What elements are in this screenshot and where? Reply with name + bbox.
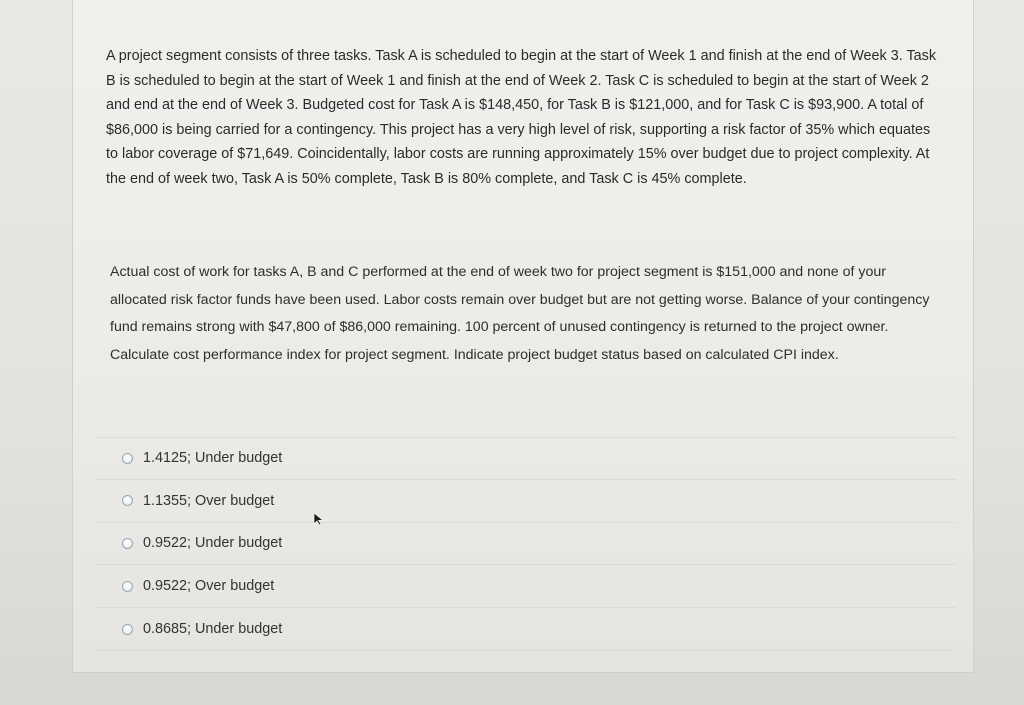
answer-option-2[interactable] [96, 480, 956, 523]
answer-list [96, 437, 956, 651]
answer-label: 1.1355; Over budget [143, 492, 275, 509]
radio-button-icon[interactable] [122, 495, 133, 506]
mouse-pointer-icon [313, 512, 325, 526]
question-intro: A project segment consists of three tasks. Task A is scheduled to begin at the start of Week 1 and finish at the end of Week 3. Task B is scheduled to begin at the start of Week 1 and finish at the end of Week 2. Task C is scheduled to begin at the start of Week 2 and end at the end of Week 3. Budgeted cost for Task A is $148,450, for Task B is $121,000, and for Task C is $93,900. A total of $86,000 is being carried for a contingency. This project has a very high level of risk, supporting a risk factor of 35% which equates to labor coverage of $71,649. Coincidentally, labor costs are running approximately 15% over budget due to project complexity. At the end of week two, Task A is 50% complete, Task B is 80% complete, and Task C is 45% complete. [106, 48, 937, 187]
answer-label: 1.4125; Under budget [143, 450, 283, 467]
radio-button-icon[interactable] [122, 624, 133, 635]
question-details: Actual cost of work for tasks A, B and C performed at the end of week two for project segment is $151,000 and none of your allocated risk factor funds have been used. Labor costs remain over budget but are not getting worse. Balance of your contingency fund remains strong with $47,800 of $86,000 remaining. 100 percent of unused contingency is returned to the project owner. Calculate cost performance index for project segment. Indicate project budget status based on calculated CPI index. [110, 264, 930, 363]
answer-label: 0.8685; Under budget [143, 621, 283, 638]
answer-option-5[interactable] [96, 608, 956, 651]
answer-label: 0.9522; Over budget [143, 578, 275, 595]
answer-option-3[interactable] [96, 523, 956, 566]
radio-button-icon[interactable] [122, 581, 133, 592]
answer-option-4[interactable] [96, 565, 956, 608]
radio-button-icon[interactable] [122, 538, 133, 549]
radio-button-icon[interactable] [122, 453, 133, 464]
answer-label: 0.9522; Under budget [143, 535, 283, 552]
answer-option-1[interactable] [96, 437, 956, 480]
